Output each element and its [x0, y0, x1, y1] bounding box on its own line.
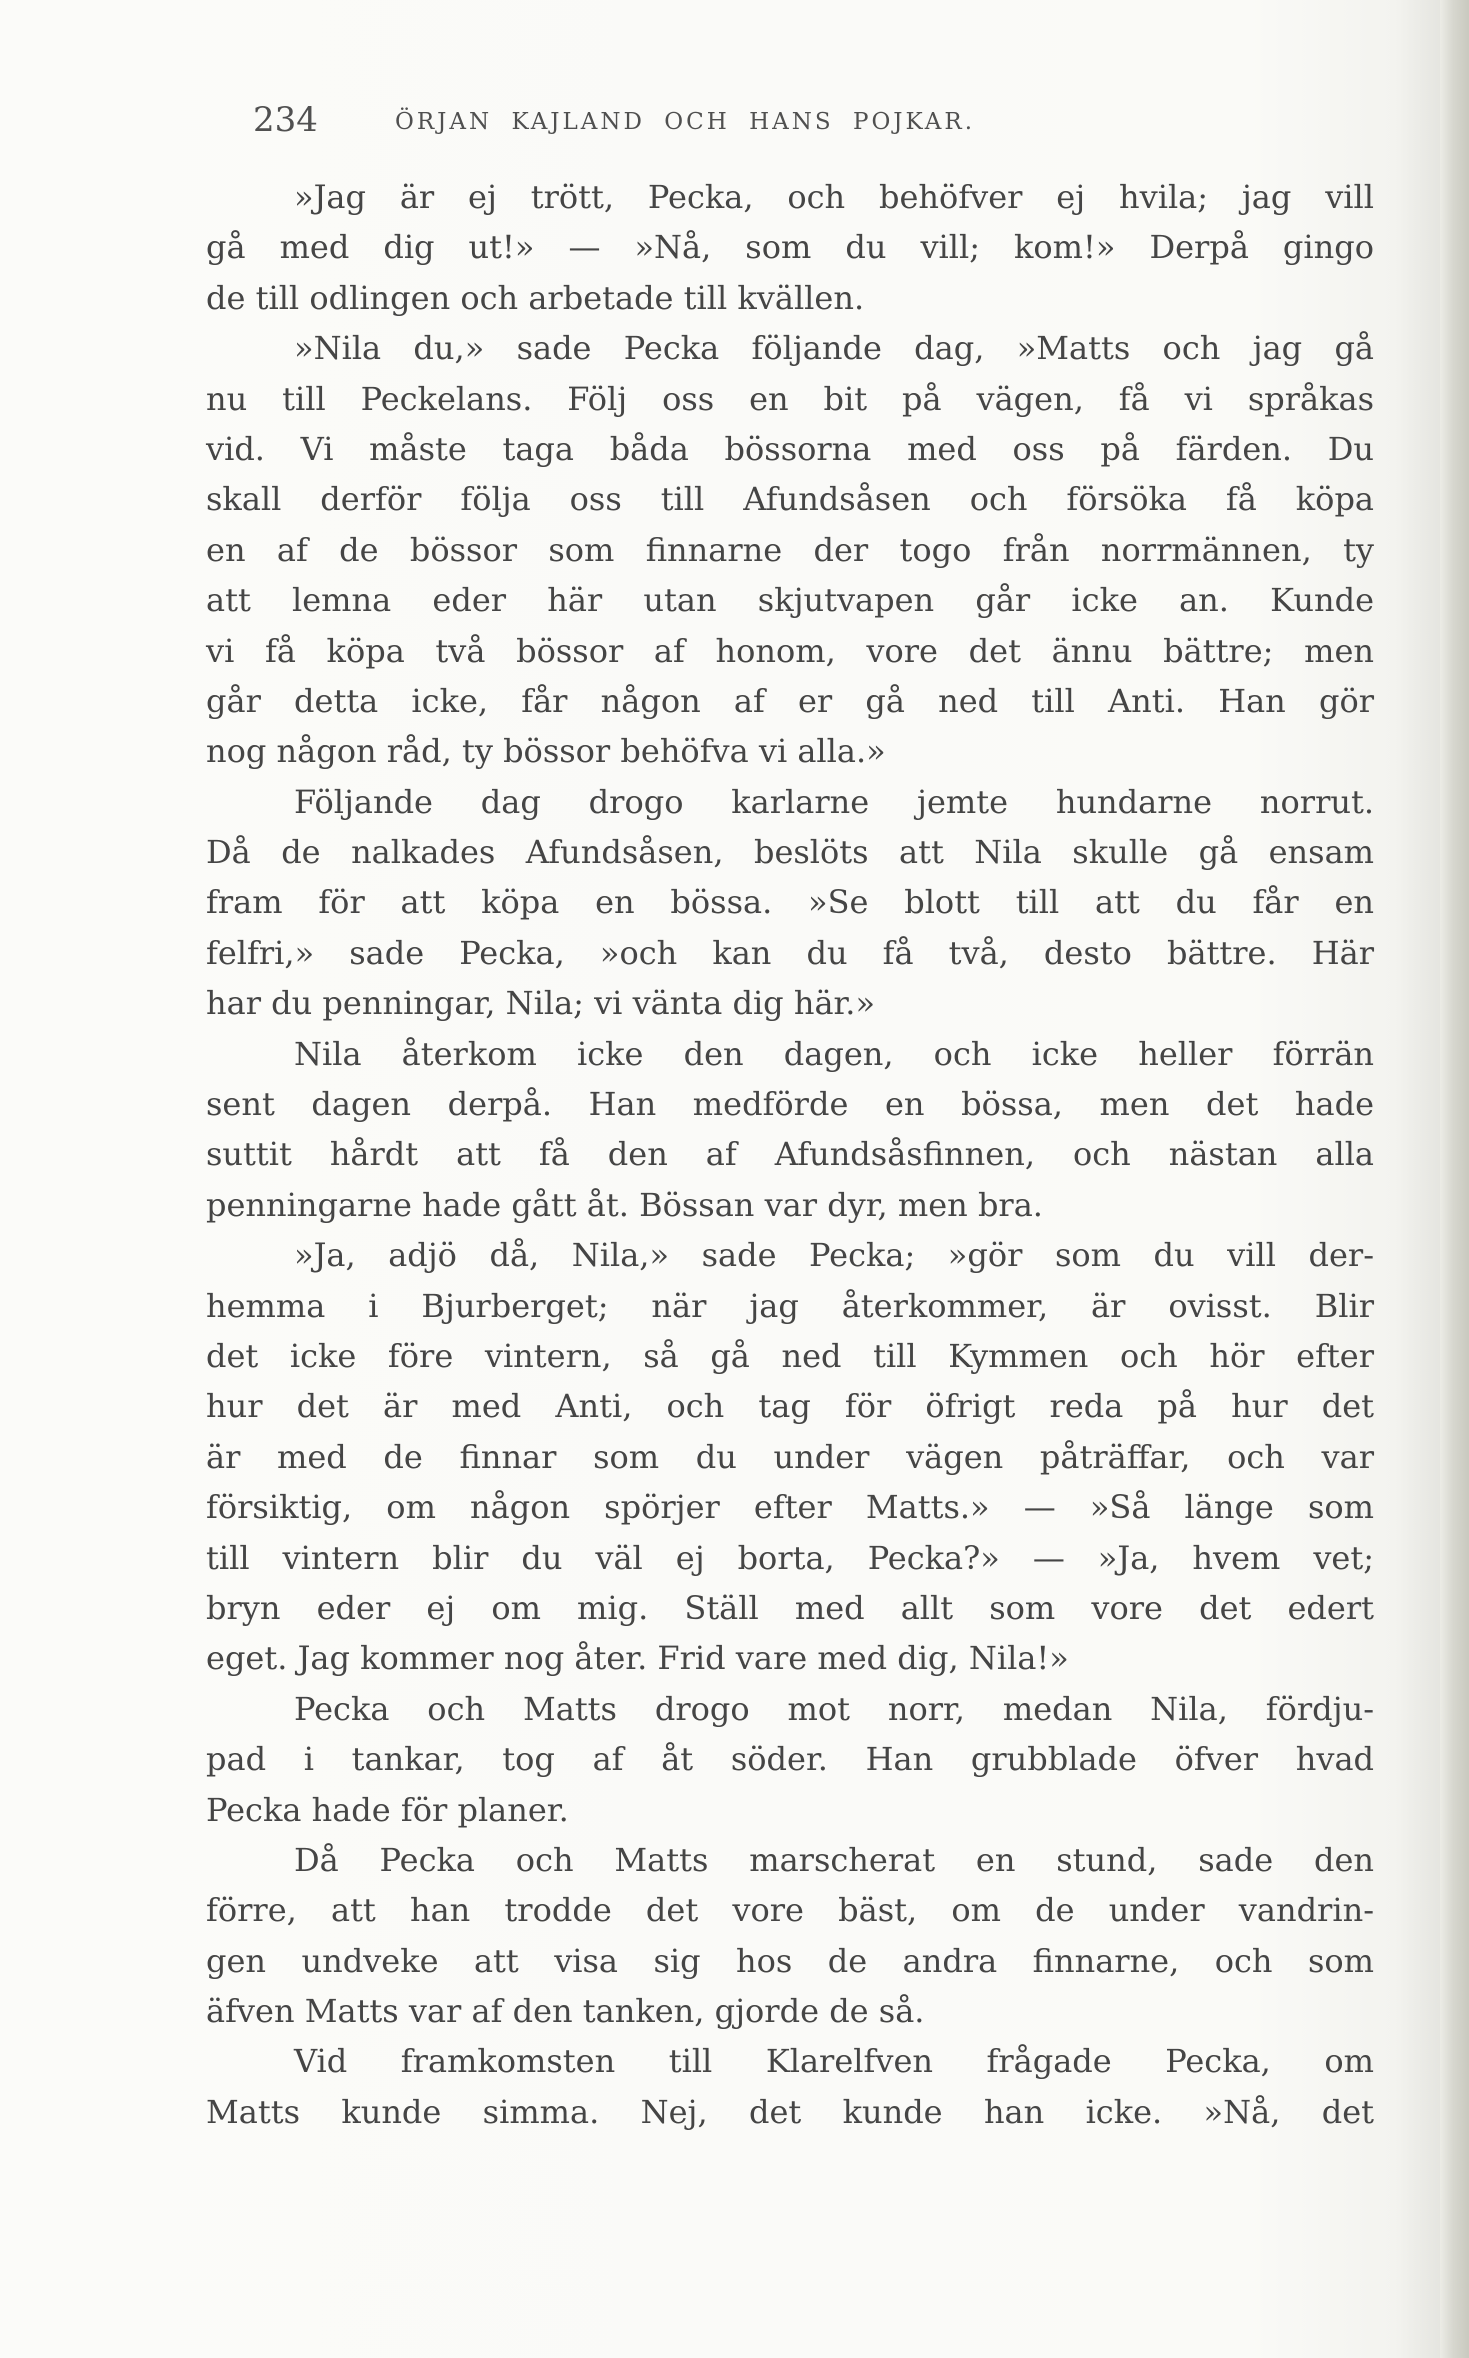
text-line: »Nila du,» sade Pecka följande dag, »Matts och jag gå	[294, 329, 1374, 368]
text-line: Pecka och Matts drogo mot norr, medan Nila, fördju-	[294, 1689, 1374, 1728]
text-line: hemma i Bjurberget; när jag återkommer, är ovisst. Blir	[206, 1286, 1374, 1325]
text-line: Vid framkomsten till Klarelfven frågade Pecka, om	[294, 2042, 1374, 2081]
text-line: gå med dig ut!» — »Nå, som du vill; kom!» Derpå gingo	[206, 228, 1374, 267]
text-line: Följande dag drogo karlarne jemte hundarne norrut.	[294, 782, 1374, 821]
text-line: Matts kunde simma. Nej, det kunde han icke. »Nå, det	[206, 2092, 1374, 2131]
page-header	[253, 98, 1253, 142]
text-line: »Ja, adjö då, Nila,» sade Pecka; »gör som du vill der-	[294, 1236, 1374, 1275]
text-line: vid. Vi måste taga båda bössorna med oss på färden. Du	[206, 429, 1374, 468]
text-line: sent dagen derpå. Han medförde en bössa, men det hade	[206, 1085, 1374, 1124]
body-text	[206, 172, 1374, 2137]
text-line: eget. Jag kommer nog åter. Frid vare med dig, Nila!»	[206, 1639, 1069, 1678]
text-line: fram för att köpa en bössa. »Se blott till att du får en	[206, 883, 1374, 922]
running-head: ÖRJAN KAJLAND OCH HANS POJKAR.	[395, 109, 976, 135]
text-line: penningarne hade gått åt. Bössan var dyr, men bra.	[206, 1185, 1043, 1224]
page-number: 234	[253, 100, 318, 140]
text-line: Nila återkom icke den dagen, och icke heller förrän	[294, 1034, 1374, 1073]
text-line: till vintern blir du väl ej borta, Pecka?» — »Ja, hvem vet;	[206, 1538, 1374, 1577]
text-line: suttit hårdt att få den af Afundsåsfinnen, och nästan alla	[206, 1135, 1374, 1174]
text-line: förre, att han trodde det vore bäst, om de under vandrin-	[206, 1891, 1374, 1930]
text-line: felfri,» sade Pecka, »och kan du få två, desto bättre. Här	[206, 933, 1374, 972]
text-line: äfven Matts var af den tanken, gjorde de så.	[206, 1992, 925, 2031]
text-line: nu till Peckelans. Följ oss en bit på vägen, få vi språkas	[206, 379, 1374, 418]
text-line: är med de finnar som du under vägen påträffar, och var	[206, 1437, 1374, 1476]
text-line: nog någon råd, ty bössor behöfva vi alla.»	[206, 732, 886, 771]
text-line: Pecka hade för planer.	[206, 1790, 569, 1829]
text-line: försiktig, om någon spörjer efter Matts.» — »Så länge som	[206, 1488, 1374, 1527]
text-line: gen undveke att visa sig hos de andra finnarne, och som	[206, 1941, 1374, 1980]
text-line: Då Pecka och Matts marscherat en stund, sade den	[294, 1840, 1374, 1879]
text-line: hur det är med Anti, och tag för öfrigt reda på hur det	[206, 1387, 1374, 1426]
text-line: har du penningar, Nila; vi vänta dig här.»	[206, 984, 876, 1023]
text-line: Då de nalkades Afundsåsen, beslöts att Nila skulle gå ensam	[206, 833, 1374, 872]
text-line: pad i tankar, tog af åt söder. Han grubblade öfver hvad	[206, 1740, 1374, 1779]
text-line: vi få köpa två bössor af honom, vore det ännu bättre; men	[206, 631, 1374, 670]
text-line: går detta icke, får någon af er gå ned till Anti. Han gör	[206, 681, 1374, 720]
text-line: en af de bössor som finnarne der togo från norrmännen, ty	[206, 530, 1374, 569]
page-edge	[1440, 0, 1469, 2358]
text-line: det icke före vintern, så gå ned till Kymmen och hör efter	[206, 1336, 1374, 1375]
text-line: att lemna eder här utan skjutvapen går icke an. Kunde	[206, 581, 1374, 620]
text-line: skall derför följa oss till Afundsåsen och försöka få köpa	[206, 480, 1374, 519]
text-line: bryn eder ej om mig. Ställ med allt som vore det edert	[206, 1588, 1374, 1627]
text-line: de till odlingen och arbetade till kvällen.	[206, 278, 865, 317]
text-line: »Jag är ej trött, Pecka, och behöfver ej hvila; jag vill	[294, 178, 1374, 216]
